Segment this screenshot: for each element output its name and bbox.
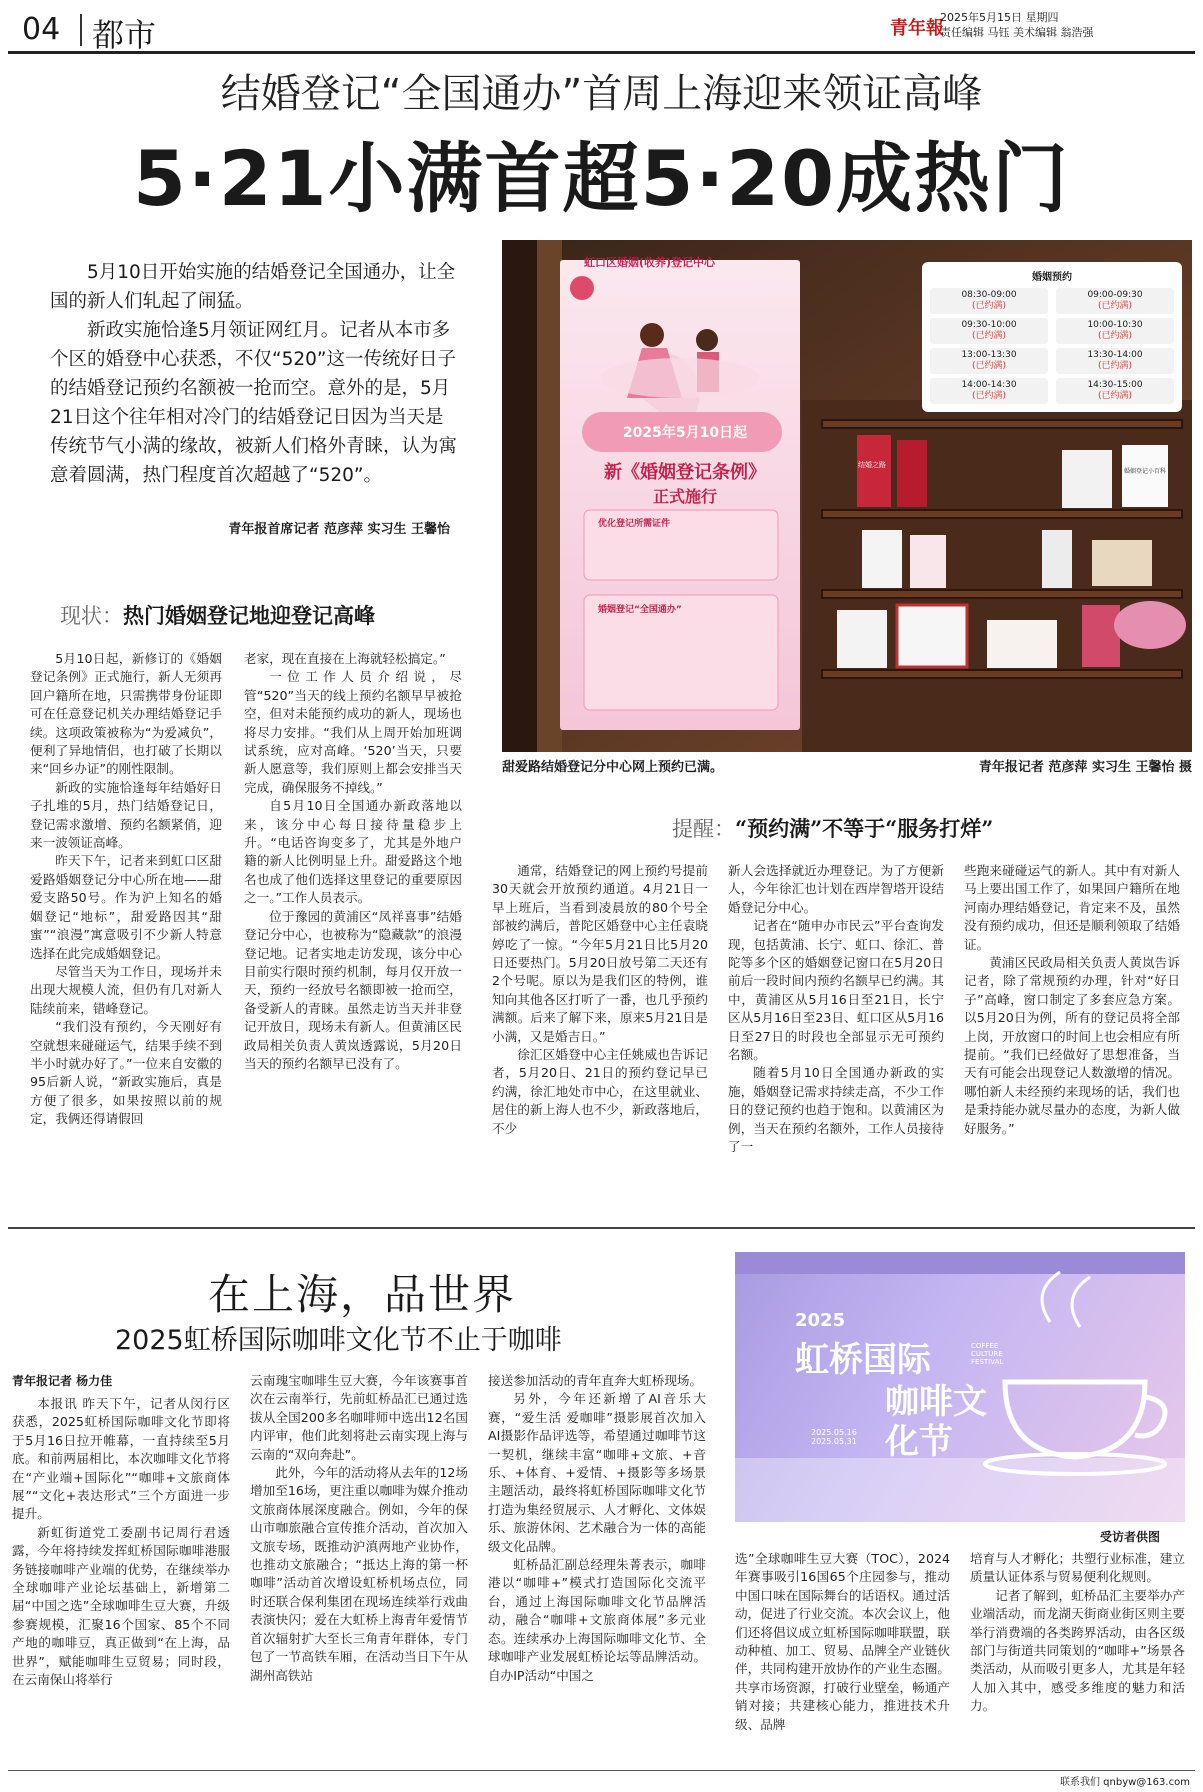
photo-caption — [502, 756, 1192, 775]
news-photo — [502, 240, 1192, 752]
footer-rule — [8, 1770, 1195, 1771]
booking-slot — [1056, 318, 1174, 344]
slot-time: 13:30-14:00 — [1087, 350, 1143, 360]
booking-slot — [930, 378, 1048, 404]
subhead-label: 现状： — [60, 604, 123, 628]
slot-status: (已约满) — [971, 391, 1007, 401]
slot-time: 09:00-09:30 — [1087, 290, 1143, 300]
story2-column-5 — [970, 1550, 1185, 1716]
festival-poster — [735, 1252, 1185, 1522]
masthead-info — [940, 10, 1094, 40]
book-title: 婚姻登记小百科 — [1124, 468, 1167, 475]
paragraph: 新虹街道党工委副书记周行君透露，今年将持续发挥虹桥国际咖啡港服务链接咖啡产业端的优势，在继续举办全球咖啡产业论坛基础上，新增第二届“中国之选”全球咖啡生豆大赛，升级参赛规模，汇聚16个国家、85个不同产地的咖啡豆，真正做到“在上海，品世界”，赋能咖啡生豆贸易；同时段，在云南保山将举行 — [12, 1524, 230, 1688]
lead-paragraph: 5月10日开始实施的结婚登记全国通办，让全国的新人们轧起了闹猛。 — [50, 262, 456, 312]
story-kicker: 结婚登记“全国通办”首周上海迎来领证高峰 — [220, 71, 983, 117]
article-column-5 — [964, 862, 1180, 1138]
poster-title: 虹桥国际 — [795, 1340, 931, 1380]
paragraph: 虹桥品汇副总经理朱菁表示，咖啡港以“咖啡+”模式打造国际化交流平台，通过上海国际咖啡文化节品牌活动，融合“咖啡+文旅商体展”多元业态。连续承办上海国际咖啡文化节、全球咖啡产业发展虹桥论坛等品牌活动。自办IP活动“中国之 — [488, 1557, 706, 1683]
story-headline: 5·21小满首超5·20成热门 — [132, 134, 1071, 223]
booking-slots — [930, 288, 1174, 404]
paragraph: 徐汇区婚登中心主任姚威也告诉记者，5月20日、21日的预约登记早已约满，徐汇地处市中心，在这里就业、居住的新上海人也不少，新政落地后，不少 — [492, 1047, 708, 1136]
poster-credit: 受访者供图 — [1100, 1530, 1161, 1544]
poster-dates: 2025.05.16 2025.05.31 — [811, 1428, 857, 1446]
booking-slot — [930, 348, 1048, 374]
slot-status: (已约满) — [1097, 301, 1133, 311]
slot-status: (已约满) — [1097, 361, 1133, 371]
paragraph: 云南瑰宝咖啡生豆大赛，今年该赛事首次在云南举行，先前虹桥品汇已通过选拔从全国200多名咖啡师中选出12名国内评审，他们此刻将赴云南实现上海与云南的“双向奔赴”。 — [250, 1373, 468, 1462]
booking-slot — [930, 288, 1048, 314]
newspaper-logo: 青年報 — [890, 18, 944, 39]
booking-slot — [930, 318, 1048, 344]
lead-paragraph: 新政实施恰逢5月领证网红月。记者从本市多个区的婚登中心获悉，不仅“520”这一传统好日子的结婚登记预约名额被一抢而空。意外的是，5月21日这个往年相对冷门的结婚登记日因为当天是传统节气小满的缘故，被新人们格外青睐，认为寓意着圆满，热门程度首次超越了“520”。 — [50, 320, 458, 486]
section-rule — [8, 1227, 1195, 1229]
paragraph: 通常，结婚登记的网上预约号提前30天就会开放预约通道。4月21日一早上班后，当看到凌晨放的80个号全部被约满后，普陀区婚登中心主任袁晓婷吃了一惊。“今年5月21日比5月20日还要热门。5月20日放号第二天还有2个号呢。原以为是我们区的特例，谁知向其他各区打听了一番，也几乎预约满额。后来了解下来，原来5月21日是小满，又是婚吉日。” — [492, 863, 708, 1044]
slot-time: 14:30-15:00 — [1087, 380, 1143, 390]
sign-law-title: 新《婚姻登记条例》 — [604, 462, 766, 483]
slot-status: (已约满) — [1097, 331, 1133, 341]
slot-status: (已约满) — [971, 361, 1007, 371]
story2-subhead: 2025虹桥国际咖啡文化节不止于咖啡 — [115, 1325, 562, 1356]
sign-date: 2025年5月10日起 — [622, 425, 748, 441]
paragraph: 一位工作人员介绍说，尽管“520”当天的线上预约名额早早被抢空，但对未能预约成功的新人，现场也将尽力安排。“我们从上周开始加班调试系统，应对高峰。‘520’当天，只要新人愿意等，我们原则上都会安排当天完成，确保服务不掉线。” — [244, 669, 462, 795]
paragraph: 老家，现在直接在上海就轻松搞定。” — [244, 651, 446, 666]
sign-box-title: 优化登记所需证件 — [598, 519, 671, 529]
slot-status: (已约满) — [971, 331, 1007, 341]
subhead-title: 热门婚姻登记地迎登记高峰 — [123, 603, 375, 628]
slot-time: 08:30-09:00 — [961, 290, 1017, 300]
paragraph: 尽管当天为工作日，现场并未出现大规模人流，但仍有几对新人陆续前来，错峰登记。 — [30, 963, 222, 1016]
slot-time: 10:00-10:30 — [1087, 320, 1143, 330]
paragraph: “我们没有预约，今天刚好有空就想来碰碰运气，结果手续不到半小时就办好了。”一位来自安徽的95后新人说，“新政实施后，真是方便了很多，如果按照以前的规定，我俩还得请假回 — [30, 1019, 222, 1127]
article-column-2 — [244, 650, 462, 1073]
page-number: 04 — [22, 12, 61, 47]
paragraph: 选”全球咖啡生豆大赛（TOC），2024年赛事吸引16国65个庄园参与，推动中国口味在国际舞台的话语权。通过活动，促进了行业交流。本次会议上，他们还将倡议成立虹桥国际咖啡联盟，联动种植、加工、贸易、品牌全产业链伙伴，共同构建开放协作的产业生态圈。共享市场资源，打破行业壁垒，畅通产销对接；共建核心能力，推进技术升级、品牌 — [735, 1551, 950, 1732]
subhead-title: “预约满”不等于“服务打烊” — [735, 816, 994, 841]
paragraph: 记者在“随申办市民云”平台查询发现，包括黄浦、长宁、虹口、徐汇、普陀等多个区的婚姻登记窗口在5月20日前后一段时间内预约名额早已约满。其中，黄浦区从5月16日至21日，长宁区从5月16日至23日、虹口区从5月16日至27日的时段也全部显示无可预约名额。 — [728, 918, 944, 1063]
paragraph: 昨天下午，记者来到虹口区甜爱路婚姻登记分中心所在地——甜爱支路50号。作为沪上知名的婚姻登记“地标”，甜爱路因其“甜蜜”“浪漫”寓意吸引不少新人特意选择在此完成婚姻登记。 — [30, 853, 222, 961]
slot-time: 14:00-14:30 — [961, 380, 1017, 390]
slot-status: (已约满) — [971, 301, 1007, 311]
caption-text: 甜爱路结婚登记分中心网上预约已满。 — [502, 760, 724, 775]
paragraph: 本报讯 昨天下午，记者从闵行区获悉，2025虹桥国际咖啡文化节即将于5月16日拉开帷幕，一直持续至5月底。和前两届相比，本次咖啡文化节将在“产业端+国际化”“咖啡+文旅商体展”“文化+表达形式”三个方面进一步提升。 — [12, 1396, 230, 1522]
subhead-status — [60, 600, 375, 630]
paragraph: 此外，今年的活动将从去年的12场增加至16场，更注重以咖啡为媒介推动文旅商体展深度融合。例如，今年的保山市咖旅融合宣传推介活动，首次加入文旅专场，既推动沪滇两地产业协作，也推动文旅融合；“抵达上海的第一杯咖啡”活动首次增设虹桥机场点位，同时还联合保利集团在现场连续举行戏曲表演快闪；爱在大虹桥上海青年爱情节首次辐射扩大至长三角青年群体，专门包了一节高铁车厢，在活动当日下午从湖州高铁站 — [250, 1465, 468, 1683]
booking-slot — [1056, 378, 1174, 404]
sign-box-title: 婚姻登记“全国通办” — [598, 605, 682, 615]
story2-column-1 — [12, 1395, 230, 1690]
sign-title: 虹口区婚姻(收养)登记中心 — [584, 256, 716, 269]
poster-year: 2025 — [795, 1310, 846, 1331]
paragraph: 位于豫园的黄浦区“凤祥喜事”结婚登记分中心，也被称为“隐藏款”的浪漫登记地。记者实地走访发现，该分中心目前实行限时预约机制，每月仅开放一天，预约一经放号名额即被一抢而空，备受新人的青睐。虽然走访当天并非登记开放日，现场未有新人。但黄浦区民政局相关负责人黄岚透露说，5月20日当天的预约名额早已没有了。 — [244, 908, 462, 1071]
subhead-label: 提醒： — [672, 817, 735, 841]
article-column-1 — [30, 650, 222, 1129]
masthead-divider — [80, 14, 82, 46]
editors-line: 责任编辑 马钰 美术编辑 翁浩强 — [940, 26, 1094, 39]
poster-title: 化节 — [885, 1422, 953, 1462]
paragraph: 黄浦区民政局相关负责人黄岚告诉记者，除了常规预约办理，针对“好日子”高峰，窗口制定了多套应急方案。以5月20日为例，所有的登记员将全部上岗，开放窗口的时间上也会相应有所提前。“我们已经做好了思想准备，当天有可能会出现登记人数激增的情况。哪怕新人未经预约来现场的话，我们也是秉持能办就尽量办的态度，为新人做好服务。” — [964, 955, 1180, 1136]
poster-english: COFFEE CULTURE FESTIVAL — [971, 1342, 1004, 1366]
lead-paragraphs — [50, 258, 460, 490]
story2-column-4 — [735, 1550, 950, 1734]
booking-title: 婚姻预约 — [1032, 272, 1072, 283]
paragraph: 随着5月10日全国通办新政的实施，婚姻登记需求持续走高，不少工作日的登记预约也趋于饱和。以黄浦区为例，当天在预约名额外，工作人员接待了一 — [728, 1065, 944, 1155]
story2-column-3 — [488, 1372, 706, 1685]
subhead-reminder — [672, 813, 993, 843]
issue-date: 2025年5月15日 星期四 — [940, 11, 1059, 24]
contact-line: 联系我们 qnbyw@163.com — [1060, 1777, 1190, 1788]
book-title: 结婚之路 — [858, 461, 886, 469]
slot-time: 13:00-13:30 — [961, 350, 1017, 360]
paragraph: 接送参加活动的青年直奔大虹桥现场。 — [488, 1373, 703, 1388]
slot-time: 09:30-10:00 — [961, 320, 1017, 330]
paragraph: 5月10日起，新修订的《婚姻登记条例》正式施行，新人无须再回户籍所在地，只需携带身份证即可在任意登记机关办理结婚登记手续。这项政策被称为“为爱减负”，便利了异地情侣，也打破了长期以来“回乡办证”的刚性限制。 — [30, 651, 222, 777]
article-column-4 — [728, 862, 944, 1157]
paragraph: 自5月10日全国通办新政落地以来，该分中心每日接待量稳步上升。“电话咨询变多了，尤其是外地户籍的新人比例明显上升。甜爱路这个地名也成了他们选择这里登记的重要原因之一。”工作人员表示。 — [244, 798, 462, 906]
section-name: 都市 — [92, 16, 157, 54]
paragraph: 培育与人才孵化；共塑行业标准，建立质量认证体系与贸易便利化规则。 — [970, 1551, 1185, 1585]
article-column-3 — [492, 862, 708, 1138]
paragraph: 记者了解到，虹桥品汇主要举办产业端活动，而龙湖天街商业街区则主要举行消费端的各类跨界活动，由各区级部门与街道共同策划的“咖啡+”场景各类活动，从而吸引更多人，尤其是年轻人加入其中，感受多维度的魅力和活力。 — [970, 1587, 1185, 1714]
story2-byline: 青年报记者 杨力佳 — [12, 1374, 113, 1388]
photo-credit: 青年报记者 范彦萍 实习生 王馨怡 摄 — [978, 760, 1192, 775]
booking-slot — [1056, 348, 1174, 374]
story2-headline: 在上海，品世界 — [208, 1270, 517, 1319]
story-byline: 青年报首席记者 范彦萍 实习生 王馨怡 — [228, 522, 450, 537]
paragraph: 新人会选择就近办理登记。为了方便新人，今年徐汇也计划在西岸智塔开设结婚登记分中心。 — [728, 863, 944, 915]
paragraph: 新政的实施恰逢每年结婚好日子扎堆的5月，热门结婚登记日，登记需求激增、预约名额紧俏，迎来一波领证高峰。 — [30, 779, 222, 851]
booking-slot — [1056, 288, 1174, 314]
poster-title: 咖啡文 — [885, 1382, 987, 1422]
sign-law-subtitle: 正式施行 — [652, 487, 717, 506]
paragraph: 另外，今年还新增了AI音乐大赛，“爱生活 爱咖啡”摄影展首次加入AI摄影作品评选等，希望通过咖啡节这一契机，继续丰富“咖啡+文旅、+音乐、+体育、+爱情、+摄影等多场景主题活动，最终将虹桥国际咖啡文化节打造为集经贸展示、人才孵化、文体娱乐、旅游休闲、艺术融合为一体的高能级文化品牌。 — [488, 1391, 706, 1554]
slot-status: (已约满) — [1097, 391, 1133, 401]
booking-screenshot — [922, 262, 1182, 412]
paragraph: 些跑来碰碰运气的新人。其中有对新人马上要出国工作了，如果回户籍所在地河南办理结婚登记，肯定来不及，虽然没有预约成功，但还是顺利领取了结婚证。 — [964, 863, 1180, 952]
story2-column-2 — [250, 1372, 468, 1685]
